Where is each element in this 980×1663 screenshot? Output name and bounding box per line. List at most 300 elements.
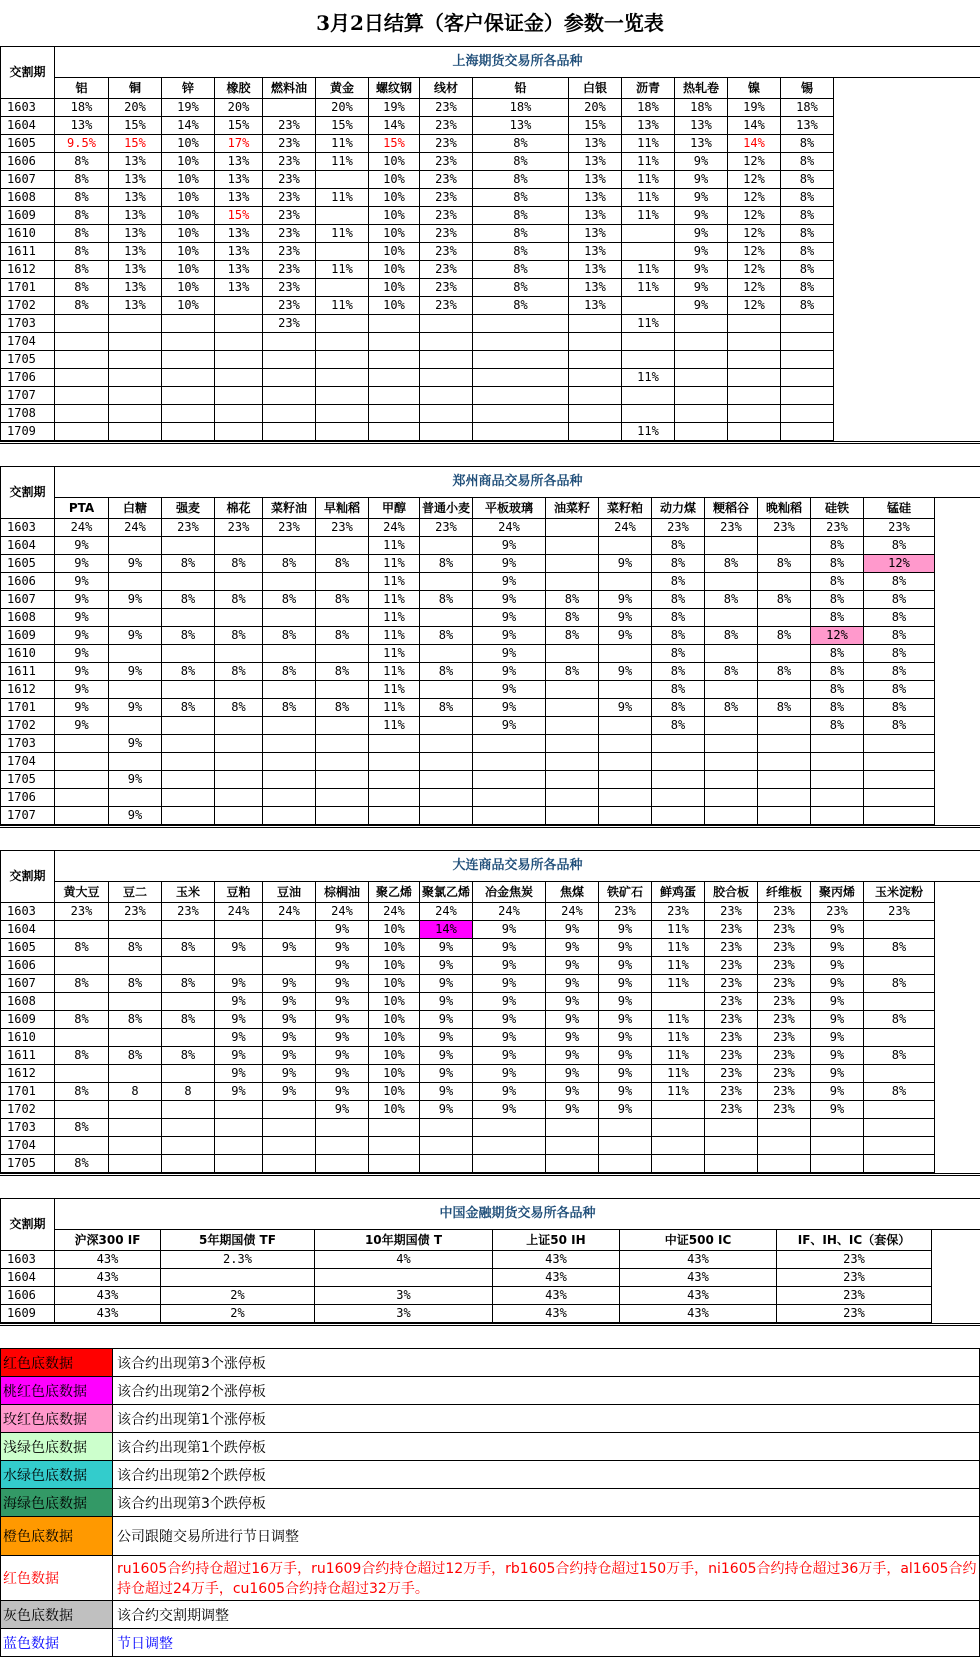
margin-cell: [55, 423, 109, 441]
margin-cell: 23%: [705, 1047, 758, 1065]
margin-cell: [811, 807, 864, 825]
margin-cell: 11%: [652, 1083, 705, 1101]
margin-cell: [811, 1119, 864, 1137]
margin-cell: 23%: [215, 519, 263, 537]
margin-cell: 9%: [811, 1029, 864, 1047]
margin-cell: [215, 771, 263, 789]
margin-cell: 8%: [781, 243, 834, 261]
margin-cell: [316, 717, 369, 735]
margin-cell: 10%: [162, 225, 215, 243]
margin-cell: [705, 537, 758, 555]
margin-cell: [473, 315, 569, 333]
margin-cell: [675, 333, 728, 351]
margin-cell: 24%: [369, 519, 420, 537]
margin-cell: [546, 699, 599, 717]
margin-cell: 9%: [675, 243, 728, 261]
margin-cell: 8%: [864, 681, 935, 699]
margin-cell: 43%: [493, 1251, 620, 1269]
margin-cell: [546, 1119, 599, 1137]
margin-cell: [569, 351, 622, 369]
table-row: [1, 537, 980, 555]
margin-cell: [109, 537, 162, 555]
margin-cell: [546, 735, 599, 753]
margin-cell: 9%: [473, 591, 546, 609]
period-cell: 1704: [1, 1137, 55, 1155]
blank-cell: [935, 681, 980, 699]
margin-cell: [263, 681, 316, 699]
blank-cell: [834, 369, 980, 387]
margin-cell: [420, 645, 473, 663]
blank-cell: [935, 573, 980, 591]
blank-cell: [935, 699, 980, 717]
margin-cell: 13%: [215, 243, 263, 261]
margin-cell: 13%: [109, 243, 162, 261]
margin-cell: [215, 1137, 263, 1155]
legend-row: [1, 1377, 980, 1405]
margin-cell: 8%: [864, 939, 935, 957]
margin-cell: 18%: [622, 99, 675, 117]
margin-cell: 9%: [473, 921, 546, 939]
margin-cell: 8%: [55, 975, 109, 993]
table-row: [1, 423, 980, 441]
margin-cell: 23%: [420, 207, 473, 225]
margin-cell: 8%: [864, 1011, 935, 1029]
margin-cell: 8%: [781, 297, 834, 315]
margin-cell: [546, 681, 599, 699]
table-row: [1, 171, 980, 189]
margin-cell: 24%: [369, 903, 420, 921]
margin-cell: [420, 369, 473, 387]
margin-cell: [55, 957, 109, 975]
blank-cell: [935, 1119, 980, 1137]
margin-cell: 8%: [473, 225, 569, 243]
margin-cell: 23%: [162, 519, 215, 537]
blank-cell: [935, 789, 980, 807]
margin-cell: 15%: [215, 207, 263, 225]
blank-cell: [935, 1137, 980, 1155]
margin-cell: 9%: [420, 1011, 473, 1029]
margin-cell: [109, 1065, 162, 1083]
period-cell: 1703: [1, 735, 55, 753]
margin-cell: [599, 807, 652, 825]
margin-cell: 8%: [263, 555, 316, 573]
margin-cell: 23%: [599, 903, 652, 921]
margin-cell: [758, 1119, 811, 1137]
margin-cell: [316, 681, 369, 699]
margin-cell: 8%: [162, 975, 215, 993]
margin-cell: [55, 405, 109, 423]
margin-cell: [473, 423, 569, 441]
margin-cell: [215, 921, 263, 939]
margin-cell: 23%: [420, 297, 473, 315]
margin-cell: 23%: [758, 1011, 811, 1029]
table-row: [1, 117, 980, 135]
margin-cell: [215, 681, 263, 699]
margin-cell: [652, 993, 705, 1011]
margin-cell: [546, 537, 599, 555]
margin-cell: [369, 315, 420, 333]
margin-cell: 8%: [316, 591, 369, 609]
margin-cell: [420, 351, 473, 369]
period-cell: 1706: [1, 789, 55, 807]
margin-cell: [215, 369, 263, 387]
margin-cell: 9%: [263, 975, 316, 993]
margin-cell: 8%: [652, 645, 705, 663]
margin-cell: 11%: [652, 1065, 705, 1083]
margin-cell: 10%: [369, 225, 420, 243]
column-header: 甲醇: [369, 498, 420, 519]
margin-cell: [420, 609, 473, 627]
margin-cell: 8%: [420, 627, 473, 645]
margin-cell: [569, 423, 622, 441]
blank-cell: [935, 717, 980, 735]
period-cell: 1609: [1, 207, 55, 225]
margin-cell: [263, 99, 316, 117]
margin-cell: [758, 645, 811, 663]
margin-cell: [728, 333, 781, 351]
legend-row: [1, 1349, 980, 1377]
margin-cell: [369, 387, 420, 405]
blank-cell: [932, 1269, 980, 1287]
margin-cell: 24%: [599, 519, 652, 537]
table-row: [1, 789, 980, 807]
table-row: [1, 771, 980, 789]
margin-cell: 10%: [369, 939, 420, 957]
margin-cell: [728, 405, 781, 423]
margin-cell: [758, 537, 811, 555]
margin-cell: 23%: [705, 1065, 758, 1083]
table-row: [1, 1047, 980, 1065]
margin-cell: [109, 405, 162, 423]
margin-cell: [316, 1155, 369, 1173]
margin-cell: 10%: [369, 189, 420, 207]
column-header: 锌: [162, 78, 215, 99]
margin-cell: [420, 789, 473, 807]
margin-cell: 9%: [811, 1101, 864, 1119]
margin-cell: [781, 351, 834, 369]
margin-cell: 8%: [109, 1047, 162, 1065]
margin-cell: 23%: [758, 939, 811, 957]
margin-cell: [781, 387, 834, 405]
period-cell: 1607: [1, 975, 55, 993]
table-row: [1, 1083, 980, 1101]
margin-cell: [369, 1137, 420, 1155]
margin-cell: 23%: [811, 903, 864, 921]
blank-cell: [935, 903, 980, 921]
margin-cell: [864, 1029, 935, 1047]
margin-cell: [162, 609, 215, 627]
table-row: [1, 609, 980, 627]
margin-cell: 23%: [420, 171, 473, 189]
margin-cell: [109, 315, 162, 333]
column-header: 上证50 IH: [493, 1230, 620, 1251]
margin-cell: [263, 771, 316, 789]
column-header: 胶合板: [705, 882, 758, 903]
margin-cell: 14%: [420, 921, 473, 939]
margin-cell: [705, 771, 758, 789]
margin-cell: 8%: [55, 1119, 109, 1137]
period-cell: 1701: [1, 699, 55, 717]
margin-cell: [420, 1119, 473, 1137]
table-row: [1, 279, 980, 297]
margin-cell: [162, 537, 215, 555]
table-row: [1, 681, 980, 699]
blank-cell: [834, 261, 980, 279]
margin-cell: 23%: [652, 903, 705, 921]
margin-cell: [420, 315, 473, 333]
margin-cell: 14%: [728, 117, 781, 135]
legend-swatch-label: 玫红色底数据: [1, 1405, 113, 1433]
margin-cell: 8%: [263, 627, 316, 645]
margin-cell: [473, 333, 569, 351]
margin-cell: 8%: [55, 153, 109, 171]
margin-cell: [864, 957, 935, 975]
table-row: [1, 405, 980, 423]
margin-cell: 24%: [109, 519, 162, 537]
margin-cell: 23%: [420, 99, 473, 117]
margin-cell: 23%: [316, 519, 369, 537]
table-row: [1, 717, 980, 735]
margin-cell: [263, 921, 316, 939]
table-row: [1, 261, 980, 279]
period-cell: 1705: [1, 771, 55, 789]
margin-cell: 8%: [473, 207, 569, 225]
margin-cell: 23%: [420, 189, 473, 207]
margin-cell: 8%: [652, 699, 705, 717]
margin-cell: 8%: [55, 171, 109, 189]
margin-cell: 18%: [675, 99, 728, 117]
margin-cell: 18%: [473, 99, 569, 117]
margin-cell: 43%: [620, 1269, 777, 1287]
margin-cell: 9%: [811, 975, 864, 993]
margin-cell: [622, 387, 675, 405]
margin-cell: 8%: [473, 189, 569, 207]
margin-cell: 8%: [811, 591, 864, 609]
margin-cell: 10%: [162, 279, 215, 297]
margin-cell: 12%: [728, 261, 781, 279]
period-cell: 1604: [1, 1269, 55, 1287]
blank-cell: [834, 117, 980, 135]
margin-cell: [781, 315, 834, 333]
margin-cell: 13%: [109, 261, 162, 279]
margin-cell: [215, 333, 263, 351]
margin-cell: 8%: [864, 663, 935, 681]
margin-cell: 3%: [315, 1305, 493, 1323]
margin-cell: 9%: [263, 1011, 316, 1029]
margin-cell: 11%: [369, 609, 420, 627]
margin-cell: [369, 807, 420, 825]
margin-cell: 23%: [420, 135, 473, 153]
blank-cell: [834, 243, 980, 261]
margin-cell: 13%: [473, 117, 569, 135]
margin-cell: [215, 537, 263, 555]
margin-cell: 15%: [215, 117, 263, 135]
margin-cell: [316, 207, 369, 225]
margin-cell: 13%: [569, 225, 622, 243]
exchange-title: 郑州商品交易所各品种: [55, 467, 980, 498]
margin-cell: [263, 753, 316, 771]
margin-cell: [781, 369, 834, 387]
column-header: 线材: [420, 78, 473, 99]
margin-cell: 24%: [316, 903, 369, 921]
column-header: 铁矿石: [599, 882, 652, 903]
section-separator: [0, 1173, 980, 1198]
margin-cell: 15%: [369, 135, 420, 153]
margin-cell: [473, 1137, 546, 1155]
blank-cell: [935, 771, 980, 789]
margin-cell: [420, 537, 473, 555]
margin-cell: 23%: [705, 993, 758, 1011]
margin-cell: [109, 957, 162, 975]
margin-cell: [316, 753, 369, 771]
margin-cell: 9%: [599, 1065, 652, 1083]
legend-description: 节日调整: [113, 1629, 980, 1657]
margin-cell: 11%: [652, 921, 705, 939]
margin-cell: 8%: [162, 555, 215, 573]
margin-cell: 23%: [263, 189, 316, 207]
margin-cell: 13%: [569, 279, 622, 297]
margin-cell: 10%: [369, 153, 420, 171]
margin-cell: [864, 753, 935, 771]
margin-cell: [162, 1029, 215, 1047]
margin-cell: 9%: [473, 681, 546, 699]
margin-cell: [55, 735, 109, 753]
margin-cell: 8%: [811, 573, 864, 591]
margin-cell: 43%: [55, 1269, 161, 1287]
margin-cell: 11%: [652, 1047, 705, 1065]
margin-cell: [599, 537, 652, 555]
margin-cell: [811, 1155, 864, 1173]
margin-cell: 9%: [316, 1065, 369, 1083]
margin-cell: 10%: [369, 957, 420, 975]
margin-cell: [599, 681, 652, 699]
period-cell: 1603: [1, 903, 55, 921]
margin-cell: 23%: [420, 225, 473, 243]
margin-cell: 8%: [758, 555, 811, 573]
margin-cell: [652, 789, 705, 807]
column-header: 早籼稻: [316, 498, 369, 519]
margin-cell: 10%: [369, 171, 420, 189]
table-row: [1, 207, 980, 225]
margin-cell: 8%: [473, 297, 569, 315]
margin-cell: [162, 351, 215, 369]
margin-cell: [652, 1155, 705, 1173]
margin-cell: [652, 753, 705, 771]
column-header: 沪深300 IF: [55, 1230, 161, 1251]
margin-cell: [369, 333, 420, 351]
margin-cell: [215, 573, 263, 591]
table-row: [1, 519, 980, 537]
margin-cell: 8%: [781, 171, 834, 189]
margin-cell: 9%: [675, 207, 728, 225]
legend-table: [0, 1348, 980, 1657]
margin-cell: 9%: [811, 1065, 864, 1083]
margin-cell: [546, 519, 599, 537]
margin-cell: [705, 645, 758, 663]
margin-cell: [705, 753, 758, 771]
margin-cell: 9%: [811, 1047, 864, 1065]
margin-cell: 10%: [162, 189, 215, 207]
period-cell: 1605: [1, 135, 55, 153]
column-header: 强麦: [162, 498, 215, 519]
margin-cell: [546, 1155, 599, 1173]
blank-cell: [935, 627, 980, 645]
margin-cell: [162, 573, 215, 591]
margin-cell: [263, 405, 316, 423]
margin-cell: 13%: [215, 171, 263, 189]
margin-cell: 8%: [473, 153, 569, 171]
legend-row: [1, 1433, 980, 1461]
blank-cell: [935, 1155, 980, 1173]
margin-cell: 11%: [369, 555, 420, 573]
column-header: IF、IH、IC（套保）: [777, 1230, 932, 1251]
margin-cell: [758, 771, 811, 789]
column-header: 豆油: [263, 882, 316, 903]
margin-cell: 43%: [620, 1287, 777, 1305]
margin-cell: 23%: [263, 315, 316, 333]
margin-cell: 9%: [811, 993, 864, 1011]
period-cell: 1702: [1, 297, 55, 315]
margin-cell: 8%: [162, 699, 215, 717]
period-cell: 1609: [1, 627, 55, 645]
margin-cell: 23%: [705, 939, 758, 957]
margin-cell: 14%: [162, 117, 215, 135]
column-header: 螺纹钢: [369, 78, 420, 99]
table-row: [1, 1251, 980, 1269]
blank-cell: [935, 555, 980, 573]
margin-cell: 23%: [705, 975, 758, 993]
margin-cell: 8%: [811, 537, 864, 555]
margin-cell: 9%: [546, 939, 599, 957]
margin-cell: [55, 333, 109, 351]
margin-cell: 9%: [546, 975, 599, 993]
period-cell: 1704: [1, 333, 55, 351]
margin-cell: [705, 717, 758, 735]
section-separator: [0, 1323, 980, 1348]
table-row: [1, 243, 980, 261]
margin-cell: [55, 753, 109, 771]
margin-cell: 8%: [864, 717, 935, 735]
margin-cell: 43%: [493, 1305, 620, 1323]
blank-cell: [935, 537, 980, 555]
table-row: [1, 1065, 980, 1083]
margin-cell: 9%: [546, 1047, 599, 1065]
margin-cell: 8%: [546, 609, 599, 627]
column-header: 菜籽油: [263, 498, 316, 519]
blank-cell: [935, 807, 980, 825]
margin-cell: [758, 717, 811, 735]
margin-cell: [420, 423, 473, 441]
margin-cell: [546, 645, 599, 663]
blank-cell: [834, 297, 980, 315]
column-header: 锡: [781, 78, 834, 99]
margin-cell: 8%: [55, 207, 109, 225]
margin-cell: 8%: [55, 939, 109, 957]
margin-cell: 43%: [55, 1251, 161, 1269]
period-cell: 1611: [1, 663, 55, 681]
margin-cell: 8%: [781, 207, 834, 225]
margin-cell: [316, 243, 369, 261]
margin-cell: [315, 1269, 493, 1287]
margin-cell: [758, 681, 811, 699]
margin-cell: 13%: [109, 297, 162, 315]
margin-cell: [162, 921, 215, 939]
margin-cell: 13%: [622, 117, 675, 135]
section-table-dce: [0, 850, 980, 1173]
margin-cell: 15%: [316, 117, 369, 135]
blank-cell: [935, 882, 980, 903]
margin-cell: [162, 645, 215, 663]
